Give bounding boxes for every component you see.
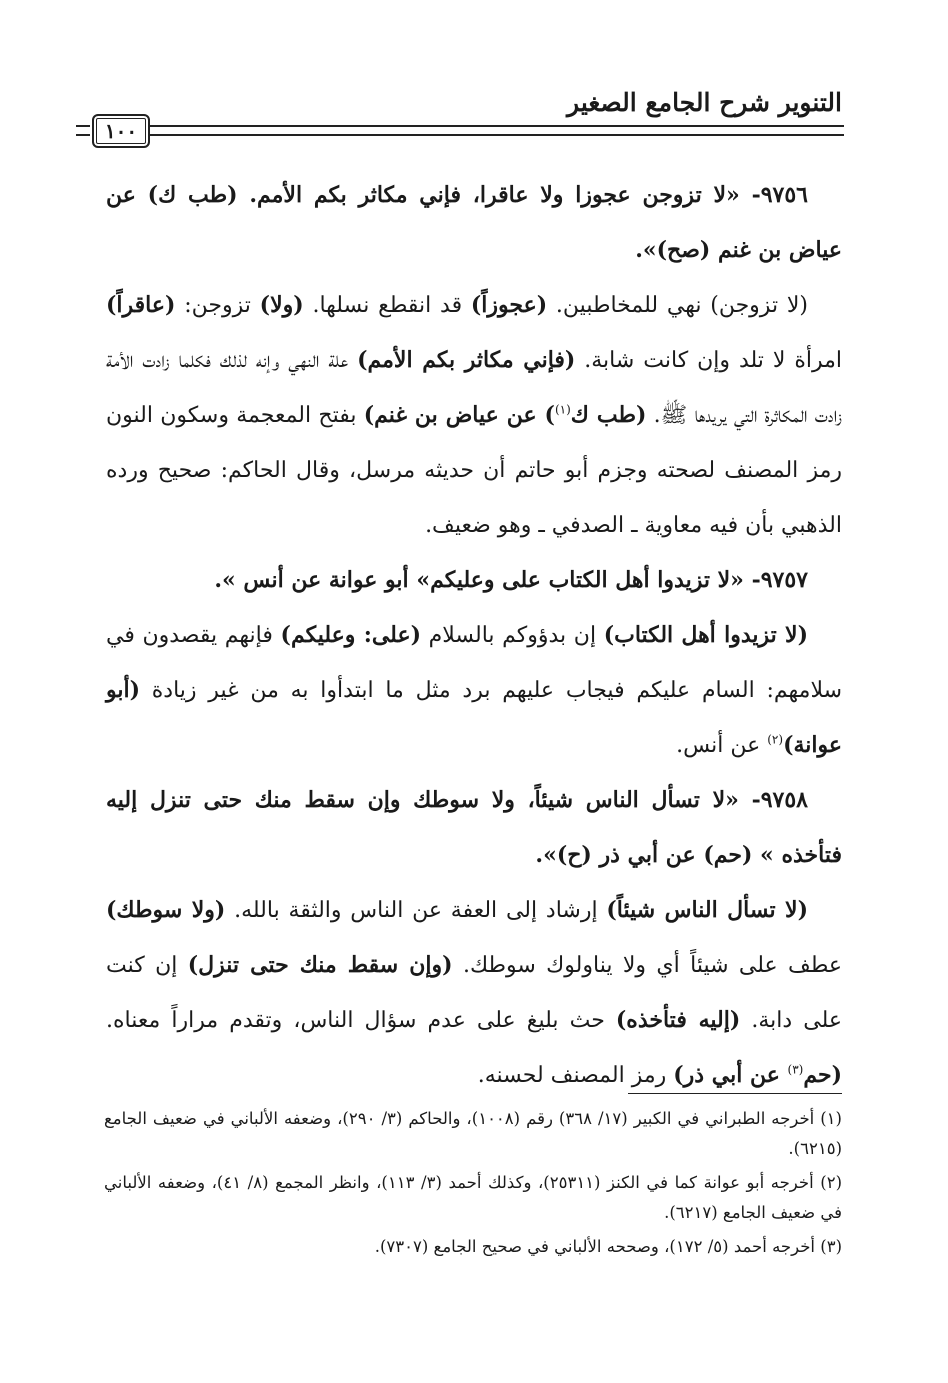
commentary-keyword: (لا تزيدوا أهل الكتاب) — [603, 622, 809, 648]
footnotes — [104, 1104, 842, 1266]
commentary-segment: إن بدؤوكم بالسلام — [420, 623, 604, 648]
commentary-segment: حث بليغ على عدم سؤال الناس، وتقدم مراراً معناه. — [106, 1008, 616, 1033]
commentary-segment: تزوجن: — [175, 293, 260, 318]
commentary-keyword: (إليه فتأخذه) — [615, 1007, 741, 1033]
commentary-segment: إرشاد إلى العفة عن الناس والثقة بالله. — [225, 898, 607, 923]
hadith-9756 — [106, 168, 842, 278]
main-text — [106, 168, 842, 1103]
footnote-ref-1[interactable]: (١) — [554, 402, 571, 417]
hadith-number: ٩٧٥٦- — [739, 182, 808, 208]
commentary-segment: عن أنس. — [676, 733, 768, 758]
commentary-keyword: (ولا سوطك) — [106, 897, 226, 923]
hadith-9757 — [106, 553, 842, 608]
commentary-segment: رمز المصنف لحسنه. — [477, 1063, 674, 1088]
commentary-keyword: عن أبي ذر) — [673, 1062, 788, 1088]
commentary-segment: فإنهم يقصدون في سلامهم: السام عليكم فيجاب عليهم برد مثل ما ابتدأوا به من غير زيادة — [106, 623, 842, 703]
commentary-keyword: (لا تسأل الناس شيئاً) — [606, 897, 808, 923]
hadith-9758 — [106, 773, 842, 883]
commentary-keyword: (وإن سقط منك حتى تنزل) — [187, 952, 453, 978]
commentary-segment: (لا تزوجن) نهي للمخاطبين. — [547, 293, 808, 318]
hadith-number: ٩٧٥٨- — [738, 787, 808, 813]
hadith-text: «لا تزيدوا أهل الكتاب على وعليكم» أبو عوانة عن أنس ». — [214, 567, 744, 593]
header-rule-end — [76, 125, 90, 136]
commentary-segment: إن كنت على دابة. — [106, 953, 842, 1033]
running-title: التنوير شرح الجامع الصغير — [567, 88, 842, 117]
footnote-2: (٢) أخرجه أبو عوانة كما في الكنز (٢٥٣١١)، وكذلك أحمد (٣/ ١١٣)، وانظر المجمع (٨/ ٤١)، وضعفه الألباني في ضعيف الجامع (٦٢١٧). — [104, 1173, 842, 1222]
commentary-keyword: (عجوزاً) — [470, 292, 548, 318]
commentary-segment: بفتح المعجمة وسكون النون رمز المصنف لصحته وجزم أبو حاتم أن حديثه مرسل، وقال الحاكم: صحيح ورده الذهبي بأن فيه معاوية ـ الصدفي ـ وهو ضعيف. — [106, 403, 842, 538]
commentary-keyword: عن عياض بن غنم) — [363, 402, 545, 428]
page-number: ١٠٠ — [92, 114, 150, 148]
commentary-keyword: (فإني مكاثر بكم الأمم) — [357, 347, 576, 373]
commentary-segment: علة النهي وإنه لذلك فكلما زادت الأمة زادت المكاثرة التي يريدها ﷺ. — [106, 348, 842, 428]
footnote-separator — [628, 1093, 842, 1094]
footnote-1: (١) أخرجه الطبراني في الكبير (١٧/ ٣٦٨) رقم (١٠٠٨)، والحاكم (٣/ ٢٩٠)، وضعفه الألباني في ضعيف الجامع (٦٢١٥). — [104, 1109, 842, 1158]
footnote-ref-3[interactable]: (٣) — [787, 1062, 804, 1077]
commentary-keyword: (حم — [803, 1062, 842, 1088]
commentary-9756 — [106, 278, 842, 553]
commentary-keyword: ) — [544, 402, 555, 428]
footnote-ref-2[interactable]: (٢) — [767, 732, 784, 747]
commentary-9758 — [106, 883, 842, 1103]
commentary-keyword: (أبو عوانة) — [106, 677, 842, 758]
commentary-segment: قد انقطع نسلها. — [303, 293, 471, 318]
commentary-9757 — [106, 608, 842, 773]
hadith-number: ٩٧٥٧- — [743, 567, 808, 593]
footnote-3: (٣) أخرجه أحمد (٥/ ١٧٢)، وصححه الألباني في صحيح الجامع (٧٣٠٧). — [374, 1237, 842, 1256]
commentary-segment: عطف على شيئاً أي ولا يناولوك سوطك. — [452, 953, 843, 978]
commentary-keyword: (على: وعليكم) — [280, 622, 421, 648]
commentary-keyword: (عاقراً) — [106, 292, 176, 318]
header-double-rule — [146, 125, 844, 136]
commentary-keyword: (طب ك — [570, 402, 647, 428]
hadith-text: «لا تزوجن عجوزا ولا عاقرا، فإني مكاثر بكم الأمم. (طب ك) عن عياض بن غنم (صح)». — [106, 182, 842, 263]
commentary-keyword: (ولا) — [259, 292, 304, 318]
hadith-text: «لا تسأل الناس شيئاً، ولا سوطك وإن سقط منك حتى تنزل إليه فتأخذه » (حم) عن أبي ذر (ح)». — [106, 787, 842, 868]
commentary-segment: امرأة لا تلد وإن كانت شابة. — [575, 348, 843, 373]
